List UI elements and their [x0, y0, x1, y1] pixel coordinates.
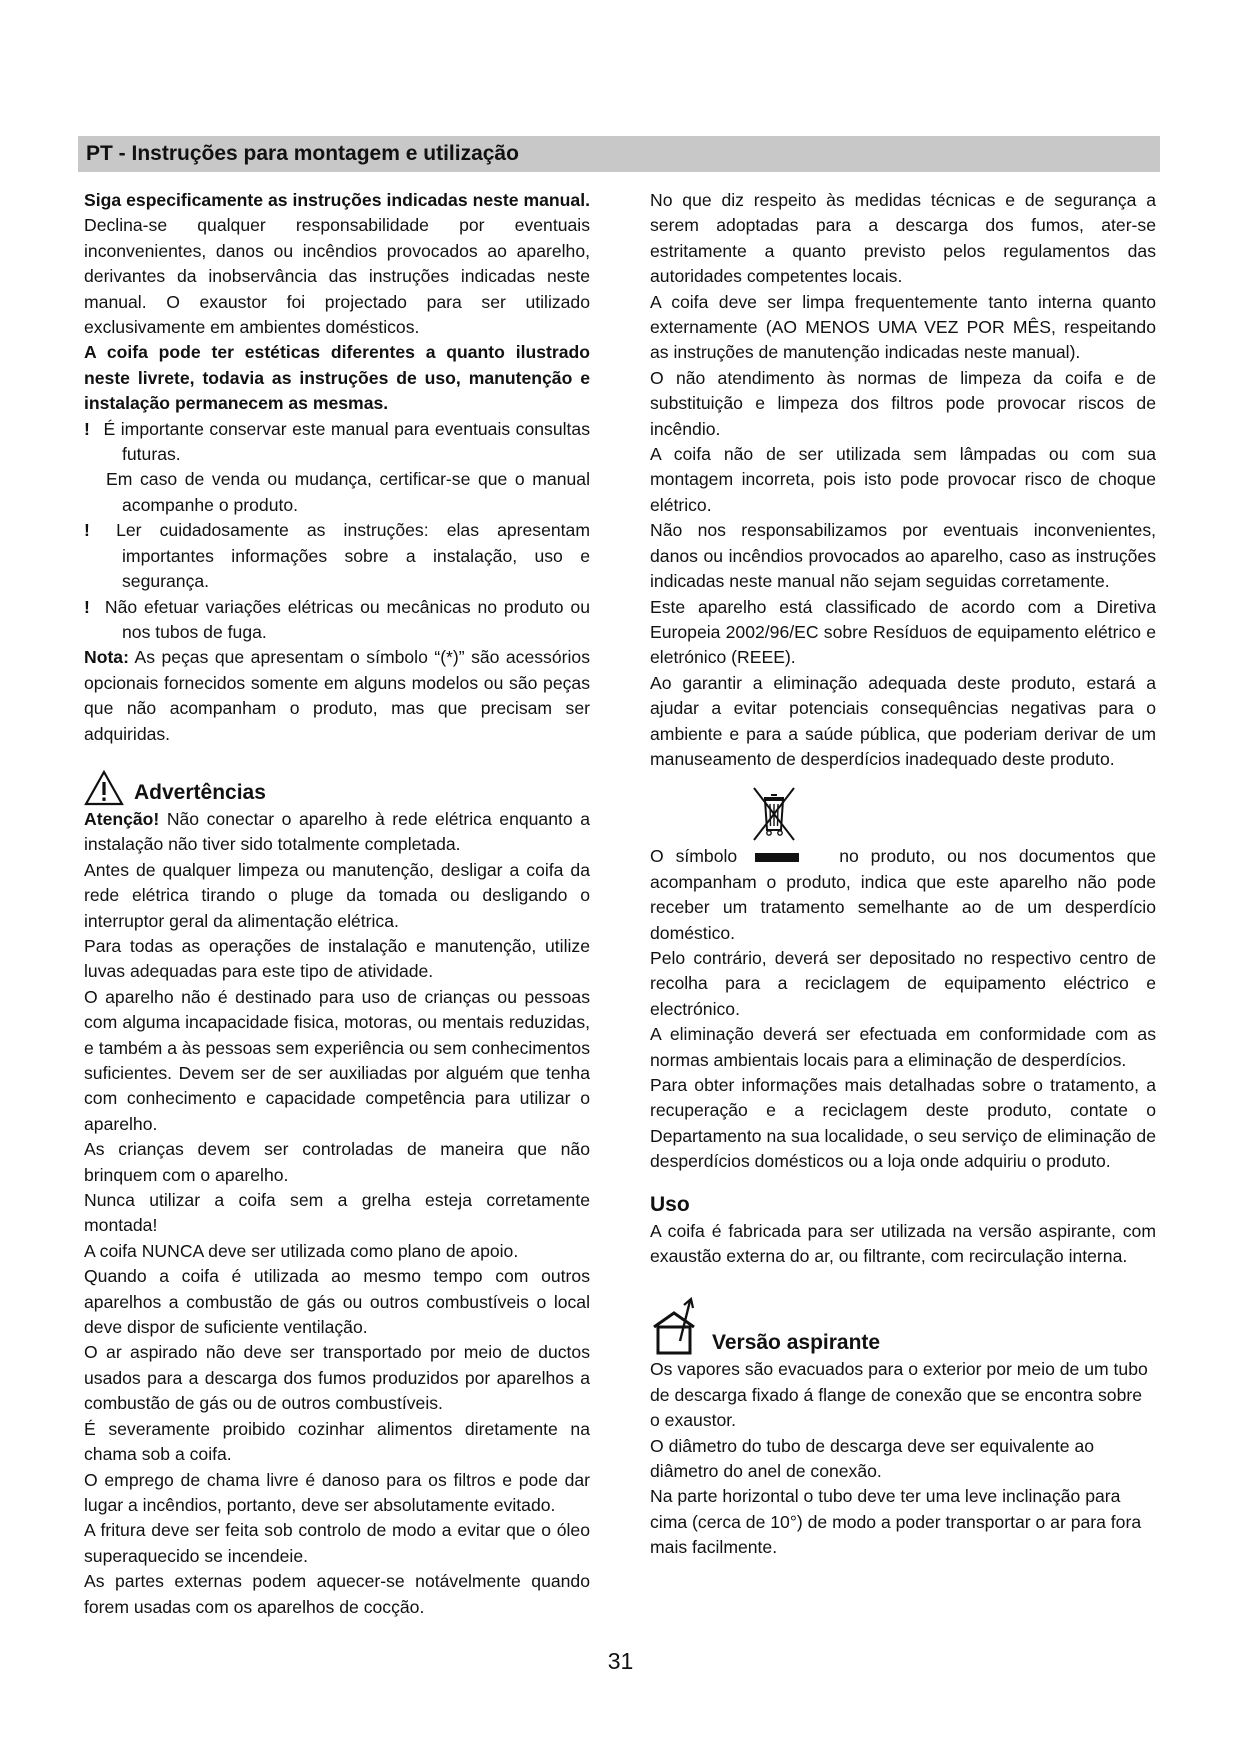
- symbol-text-b: no produto, ou nos documentos que: [839, 846, 1156, 867]
- warning-paragraph: Antes de qualquer limpeza ou manutenção, desligar a coifa da rede elétrica tirando o pluge da tomada ou desligando o interruptor geral da alimentação elétrica.: [84, 859, 590, 931]
- exclamation-icon: !: [84, 520, 90, 541]
- disposal-paragraph: Pelo contrário, deverá ser depositado no respectivo centro de recolha para a reciclagem de equipamento eléctrico e electrónico.: [650, 947, 1156, 1019]
- warning-paragraph: Nunca utilizar a coifa sem a grelha esteja corretamente montada!: [84, 1190, 590, 1236]
- crossed-bin-icon: [750, 786, 798, 842]
- versao-paragraph: O diâmetro do tubo de descarga deve ser equivalente ao diâmetro do anel de conexão.: [650, 1435, 1095, 1482]
- safety-paragraph: O não atendimento às normas de limpeza da coifa e de substituição e limpeza dos filtros pode provocar riscos de incêndio.: [650, 367, 1156, 439]
- warning-paragraph: O ar aspirado não deve ser transportado por meio de ductos usados para a descarga dos fumos produzidos por aparelhos a combustão de gás ou de outros combustíveis.: [84, 1342, 590, 1414]
- symbol-paragraph: [650, 844, 1156, 946]
- warning-paragraph: O emprego de chama livre é danoso para os filtros e pode dar lugar a incêndios, portanto, deve ser absolutamente evitado.: [84, 1469, 590, 1515]
- right-column: [650, 188, 1156, 1561]
- safety-paragraph: Não nos responsabilizamos por eventuais inconvenientes, danos ou incêndios provocados ao aparelho, caso as instruções indicadas neste manual não sejam seguidas corretamente.: [650, 520, 1156, 592]
- warnings-heading-row: [84, 761, 590, 807]
- warning-paragraph: A coifa NUNCA deve ser utilizada como plano de apoio.: [84, 1240, 519, 1261]
- exclamation-icon: !: [84, 418, 90, 439]
- intro-paragraph: [84, 188, 590, 340]
- section-header: [78, 136, 1160, 172]
- house-vent-icon: [650, 1297, 704, 1357]
- uso-heading: Uso: [650, 1192, 690, 1216]
- page-number: 31: [607, 1648, 634, 1674]
- exclamation-icon: !: [84, 596, 90, 617]
- bang-item-3: [84, 595, 590, 646]
- warning-paragraph: O aparelho não é destinado para uso de crianças ou pessoas com alguma incapacidade fisica, motoras, ou mentais reduzidas, e também a às pessoas sem experiência ou sem conhecimentos suficientes. Devem ser de ser auxiliadas por alguém que tenha com conhecimento e capacidade competência para utilizar o aparelho.: [84, 986, 590, 1134]
- disposal-paragraph: Para obter informações mais detalhadas sobre o tratamento, a recuperação e a reciclagem deste produto, contate o Departamento na sua localidade, o seu serviço de eliminação de desperdícios domésticos ou a loja onde adquiriu o produto.: [650, 1075, 1156, 1172]
- versao-paragraph: Na parte horizontal o tubo deve ter uma leve inclinação para cima (cerca de 10°) de modo a poder transportar o ar para fora mais facilmente.: [650, 1486, 1142, 1558]
- uso-text: A coifa é fabricada para ser utilizada na versão aspirante, com exaustão externa do ar, ou filtrante, com recirculação interna.: [650, 1220, 1156, 1267]
- safety-paragraph: A coifa não de ser utilizada sem lâmpadas ou com sua montagem incorreta, pois isto pode provocar risco de choque elétrico.: [650, 444, 1156, 515]
- versao-heading-row: [650, 1295, 1156, 1357]
- disposal-paragraph: A eliminação deverá ser efectuada em conformidade com as normas ambientais locais para a eliminação de desperdícios.: [650, 1024, 1156, 1070]
- versao-heading: Versão aspirante: [712, 1331, 881, 1355]
- bang-item-1: [84, 417, 590, 468]
- bang-item-1-cont: Em caso de venda ou mudança, certificar-se que o manual acompanhe o produto.: [106, 469, 590, 515]
- left-column: [84, 188, 590, 1620]
- symbol-text-rest: acompanham o produto, indica que este aparelho não pode receber um tratamento semelhante ao de um desperdício doméstico.: [650, 871, 1156, 943]
- nota-label: Nota:: [84, 647, 129, 668]
- atencao-paragraph: [84, 807, 590, 858]
- safety-paragraph: No que diz respeito às medidas técnicas e de segurança a serem adoptadas para a descarga dos fumos, ater-se estritamente a quanto previsto pelos regulamentos das autoridades competentes locais.: [650, 190, 1156, 287]
- nota-text: As peças que apresentam o símbolo “(*)” são acessórios opcionais fornecidos somente em alguns modelos ou são peças que não acompanham o produto, mas que precisam ser adquiridas.: [84, 647, 590, 744]
- bang-item-3-text: Não efetuar variações elétricas ou mecânicas no produto ou nos tubos de fuga.: [104, 596, 590, 642]
- atencao-text: Não conectar o aparelho à rede elétrica enquanto a instalação não tiver sido totalmente completada.: [84, 808, 590, 855]
- nota-paragraph: [84, 645, 590, 747]
- bang-item-1-text: É importante conservar este manual para eventuais consultas futuras.: [103, 418, 590, 465]
- atencao-label: Atenção!: [84, 808, 160, 829]
- bold-note: A coifa pode ter estéticas diferentes a quanto ilustrado neste livrete, todavia as instruções de uso, manutenção e instalação permanecem as mesmas.: [84, 342, 590, 414]
- weee-bar-icon: [755, 853, 799, 862]
- safety-paragraph: A coifa deve ser limpa frequentemente tanto interna quanto externamente (AO MENOS UMA VEZ POR MÊS, respeitando as instruções de manutenção indicadas neste manual).: [650, 291, 1156, 363]
- bang-item-2-text: Ler cuidadosamente as instruções: elas apresentam importantes informações sobre a instalação, uso e segurança.: [116, 520, 590, 592]
- versao-paragraph: Os vapores são evacuados para o exterior por meio de um tubo de descarga fixado á flange de conexão que se encontra sobre o exaustor.: [650, 1359, 1148, 1431]
- symbol-text-a: O símbolo: [650, 846, 738, 867]
- page-title: PT - Instruções para montagem e utilização: [86, 142, 519, 165]
- warning-paragraph: As partes externas podem aquecer-se notávelmente quando forem usadas com os aparelhos de cocção.: [84, 1571, 590, 1617]
- bang-item-2: [84, 518, 590, 594]
- waste-icon-row: [650, 786, 1156, 844]
- warnings-heading: Advertências: [134, 780, 266, 804]
- warning-paragraph: Para todas as operações de instalação e manutenção, utilize luvas adequadas para este tipo de atividade.: [84, 935, 590, 982]
- warning-paragraph: As crianças devem ser controladas de maneira que não brinquem com o aparelho.: [84, 1139, 590, 1185]
- safety-paragraph: Ao garantir a eliminação adequada deste produto, estará a ajudar a evitar potenciais consequências negativas para o ambiente e para a saúde pública, que poderiam derivar de um manuseamento de desperdícios inadequado deste produto.: [650, 672, 1156, 769]
- warning-paragraph: A fritura deve ser feita sob controlo de modo a evitar que o óleo superaquecido se incendeie.: [84, 1520, 590, 1566]
- warning-paragraph: É severamente proibido cozinhar alimentos diretamente na chama sob a coifa.: [84, 1418, 590, 1465]
- warning-triangle-icon: [84, 769, 124, 807]
- intro-text: Declina-se qualquer responsabilidade por eventuais inconvenientes, danos ou incêndios provocados ao aparelho, derivantes da inobservância das instruções indicadas neste manual. O exaustor foi projectado para ser utilizado exclusivamente em ambientes domésticos.: [84, 215, 590, 338]
- safety-paragraph: Este aparelho está classificado de acordo com a Diretiva Europeia 2002/96/EC sobre Resíduos de equipamento elétrico e eletrónico (REEE).: [650, 596, 1156, 668]
- intro-bold: Siga especificamente as instruções indicadas neste manual.: [84, 190, 590, 210]
- warning-paragraph: Quando a coifa é utilizada ao mesmo tempo com outros aparelhos a combustão de gás ou outros combustíveis o local deve dispor de suficiente ventilação.: [84, 1266, 590, 1338]
